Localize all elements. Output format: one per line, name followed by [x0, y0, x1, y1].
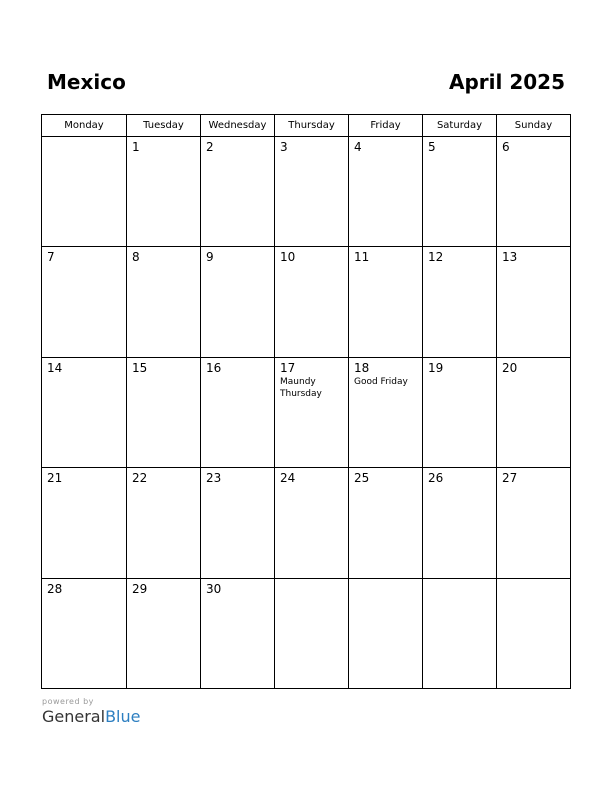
- day-cell: [349, 468, 423, 578]
- day-cell: [423, 578, 497, 688]
- day-cell: [349, 578, 423, 688]
- day-cell: [497, 247, 571, 357]
- brand-general-text: General: [42, 707, 106, 726]
- day-cell-content: [201, 579, 274, 599]
- week-row: [42, 578, 571, 688]
- day-number: 21: [47, 471, 63, 486]
- week-row: [42, 137, 571, 247]
- weekday-sunday: Sunday: [497, 115, 571, 137]
- day-cell-content: [42, 358, 126, 378]
- day-cell: [201, 247, 275, 357]
- day-number: 18: [354, 360, 370, 375]
- day-number: 29: [132, 581, 148, 596]
- day-cell: [127, 578, 201, 688]
- day-number: 12: [428, 250, 444, 265]
- day-number: 13: [502, 250, 518, 265]
- day-cell-content: [497, 247, 570, 267]
- day-cell-content: [497, 358, 570, 378]
- day-cell: [275, 468, 349, 578]
- day-cell: [127, 468, 201, 578]
- day-number: 11: [354, 250, 370, 265]
- country-title: Mexico: [47, 70, 126, 94]
- day-cell: [127, 247, 201, 357]
- day-cell: [42, 578, 127, 688]
- day-cell-content: [275, 468, 348, 488]
- day-cell: [201, 357, 275, 467]
- day-number: 20: [502, 360, 518, 375]
- day-cell-content: [423, 468, 496, 488]
- day-cell: [497, 137, 571, 247]
- weekday-tuesday: Tuesday: [127, 115, 201, 137]
- day-number: 19: [428, 360, 444, 375]
- day-number: 9: [206, 250, 214, 265]
- day-number: 8: [132, 250, 140, 265]
- footer-branding: [42, 697, 140, 726]
- calendar-grid: [41, 114, 571, 689]
- day-cell-content: [275, 247, 348, 267]
- day-cell: [275, 137, 349, 247]
- day-number: 28: [47, 581, 63, 596]
- weekday-friday: Friday: [349, 115, 423, 137]
- day-cell: [127, 357, 201, 467]
- day-cell-content: [349, 137, 422, 157]
- day-number: 16: [206, 360, 222, 375]
- day-cell: [275, 578, 349, 688]
- week-row: [42, 357, 571, 467]
- day-cell-content: [423, 358, 496, 378]
- brand-blue-text: Blue: [105, 707, 141, 726]
- day-cell: [127, 137, 201, 247]
- day-cell-content: [42, 468, 126, 488]
- day-cell-content: [423, 137, 496, 157]
- week-row: [42, 468, 571, 578]
- day-cell-content: [201, 247, 274, 267]
- day-number: 1: [132, 140, 140, 154]
- day-cell: [423, 137, 497, 247]
- day-cell: [423, 357, 497, 467]
- day-cell-content: [349, 579, 422, 585]
- day-cell: [497, 468, 571, 578]
- week-row: [42, 247, 571, 357]
- day-cell-content: [42, 247, 126, 267]
- calendar-body: [42, 137, 571, 689]
- day-cell-content: [127, 137, 200, 157]
- holiday-label: Maundy Thursday: [280, 376, 322, 399]
- day-number: 23: [206, 471, 222, 486]
- day-cell-content: [423, 579, 496, 585]
- calendar-header: [41, 70, 571, 100]
- day-number: 10: [280, 250, 296, 265]
- day-cell-content: [42, 137, 126, 143]
- day-number: 15: [132, 360, 148, 375]
- weekday-wednesday: Wednesday: [201, 115, 275, 137]
- day-cell: [349, 137, 423, 247]
- day-cell: [201, 468, 275, 578]
- day-cell-content: [349, 247, 422, 267]
- day-cell-content: [127, 579, 200, 599]
- weekday-monday: Monday: [42, 115, 127, 137]
- day-cell: [275, 247, 349, 357]
- day-cell: [201, 137, 275, 247]
- day-number: 30: [206, 581, 222, 596]
- generalblue-logo: [42, 708, 140, 726]
- day-cell-content: [127, 468, 200, 488]
- day-number: 6: [502, 140, 510, 154]
- weekday-saturday: Saturday: [423, 115, 497, 137]
- day-cell-content: [497, 468, 570, 488]
- day-cell: [349, 247, 423, 357]
- day-number: 14: [47, 360, 63, 375]
- day-number: 7: [47, 250, 55, 265]
- day-cell: [423, 247, 497, 357]
- day-number: 22: [132, 471, 148, 486]
- day-cell-content: [275, 579, 348, 585]
- day-cell-content: [275, 358, 348, 403]
- day-cell-content: [349, 358, 422, 391]
- day-cell-content: [201, 137, 274, 157]
- powered-by-label: powered by: [42, 697, 94, 706]
- day-cell: [497, 357, 571, 467]
- day-cell-content: [497, 579, 570, 585]
- day-cell-content: [423, 247, 496, 267]
- day-number: 27: [502, 471, 518, 486]
- day-cell-content: [42, 579, 126, 599]
- day-cell: [275, 357, 349, 467]
- day-cell-content: [275, 137, 348, 157]
- day-cell: [201, 578, 275, 688]
- day-number: 26: [428, 471, 444, 486]
- holiday-label: Good Friday: [354, 376, 408, 387]
- day-cell-content: [349, 468, 422, 488]
- day-cell: [42, 468, 127, 578]
- day-number: 25: [354, 471, 370, 486]
- month-year-title: April 2025: [449, 70, 565, 94]
- day-cell: [42, 357, 127, 467]
- day-number: 24: [280, 471, 296, 486]
- day-cell: [497, 578, 571, 688]
- weekday-thursday: Thursday: [275, 115, 349, 137]
- day-number: 4: [354, 140, 362, 154]
- day-number: 17: [280, 360, 296, 375]
- day-cell: [423, 468, 497, 578]
- day-cell: [42, 137, 127, 247]
- day-number: 3: [280, 140, 288, 154]
- day-number: 2: [206, 140, 214, 154]
- day-number: 5: [428, 140, 436, 154]
- day-cell-content: [201, 358, 274, 378]
- day-cell: [349, 357, 423, 467]
- day-cell-content: [201, 468, 274, 488]
- weekday-header-row: [42, 115, 571, 137]
- day-cell: [42, 247, 127, 357]
- day-cell-content: [127, 247, 200, 267]
- day-cell-content: [127, 358, 200, 378]
- day-cell-content: [497, 137, 570, 157]
